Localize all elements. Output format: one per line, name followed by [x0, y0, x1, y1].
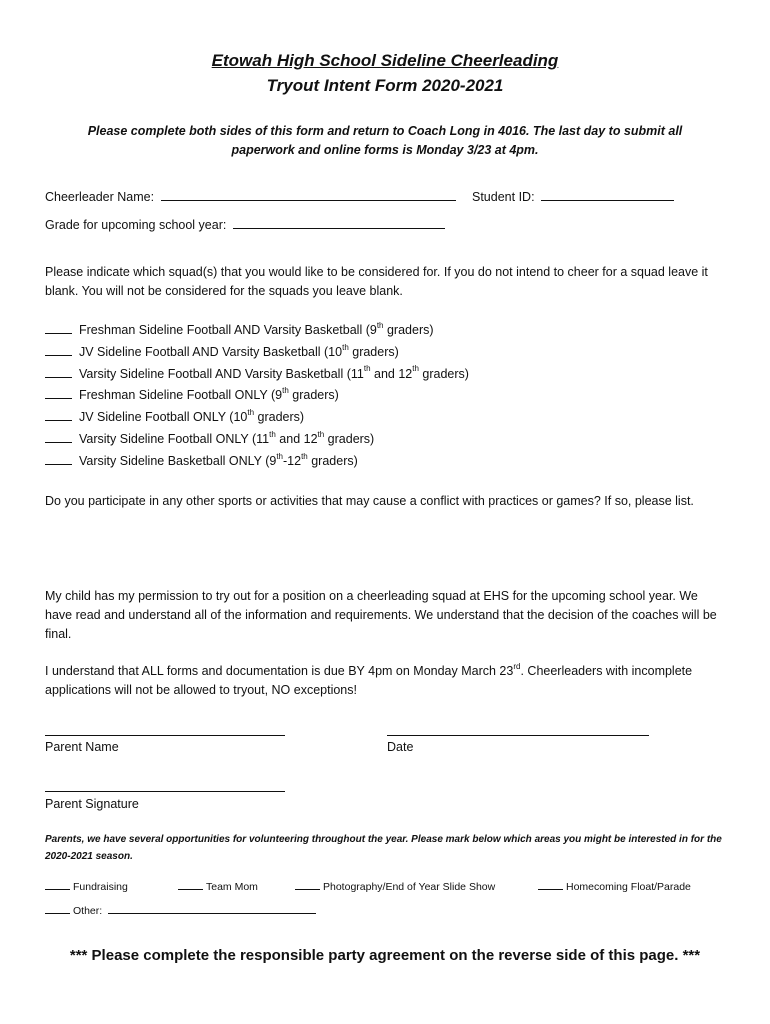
parent-signature-line[interactable]: [45, 791, 285, 792]
deadline-statement: I understand that ALL forms and documentation is due BY 4pm on Monday March 23rd. Cheerleaders with incomplete applications will not be allowed to tryout, NO exceptions!: [45, 661, 693, 697]
cheerleader-name-field[interactable]: [161, 189, 456, 201]
date-line[interactable]: [387, 735, 649, 736]
grade-label: Grade for upcoming school year:: [45, 218, 227, 232]
submission-instructions: Please complete both sides of this form and return to Coach Long in 4016. The last day to submit all paperwork and online forms is Monday 3/23 at 4pm.: [87, 124, 683, 157]
date-label: Date: [387, 740, 414, 754]
squad-text: Varsity Sideline Football ONLY (11th and 12th graders): [79, 429, 375, 446]
volunteer-option-homecoming: Homecoming Float/Parade: [538, 880, 691, 894]
squad-text: JV Sideline Football AND Varsity Basketball (10th graders): [79, 342, 399, 359]
grade-row: [45, 216, 445, 234]
squad-mark-blank[interactable]: [45, 387, 72, 399]
volunteer-mark-blank[interactable]: [538, 880, 563, 890]
squad-text: Varsity Sideline Basketball ONLY (9th-12th graders): [79, 451, 358, 468]
volunteer-mark-blank[interactable]: [295, 880, 320, 890]
volunteer-mark-blank[interactable]: [45, 880, 70, 890]
reverse-side-reminder: *** Please complete the responsible party agreement on the reverse side of this page. ***: [69, 947, 701, 964]
form-title: Etowah High School Sideline Cheerleading: [211, 51, 559, 70]
squad-mark-blank[interactable]: [45, 366, 72, 378]
squad-text: Freshman Sideline Football ONLY (9th graders): [79, 386, 339, 403]
conflict-question: Do you participate in any other sports or activities that may cause a conflict with practices or games? If so, please list.: [45, 494, 694, 508]
squad-mark-blank[interactable]: [45, 453, 72, 465]
volunteer-option-fundraising: Fundraising: [45, 880, 128, 894]
volunteer-mark-blank[interactable]: [45, 904, 70, 914]
parent-name-label: Parent Name: [45, 740, 119, 754]
squad-option: [45, 385, 469, 407]
volunteer-option-photography: Photography/End of Year Slide Show: [295, 880, 495, 894]
cheerleader-name-row: [45, 188, 456, 206]
squad-mark-blank[interactable]: [45, 431, 72, 443]
volunteer-other-field[interactable]: [108, 904, 316, 914]
grade-field[interactable]: [233, 217, 445, 229]
squad-option: [45, 451, 469, 473]
squad-option: [45, 320, 469, 342]
squad-list: [45, 320, 469, 473]
volunteer-option-other: Other:: [45, 904, 316, 918]
student-id-label: Student ID:: [472, 190, 535, 204]
squad-option: [45, 342, 469, 364]
squad-text: JV Sideline Football ONLY (10th graders): [79, 408, 305, 425]
volunteer-intro: Parents, we have several opportunities for volunteering throughout the year. Please mark below which areas you might be interested in for the 2020-2021 season.: [45, 834, 722, 862]
squad-mark-blank[interactable]: [45, 344, 72, 356]
squad-text: Varsity Sideline Football AND Varsity Basketball (11th and 12th graders): [79, 364, 469, 381]
parent-name-line[interactable]: [45, 735, 285, 736]
squad-option: [45, 407, 469, 429]
student-id-field[interactable]: [541, 189, 674, 201]
squad-mark-blank[interactable]: [45, 409, 72, 421]
squad-text: Freshman Sideline Football AND Varsity Basketball (9th graders): [79, 320, 434, 337]
parent-signature-label: Parent Signature: [45, 797, 139, 811]
squad-mark-blank[interactable]: [45, 322, 72, 334]
volunteer-mark-blank[interactable]: [178, 880, 203, 890]
form-subtitle: Tryout Intent Form 2020-2021: [266, 76, 504, 95]
squad-option: [45, 429, 469, 451]
student-id-row: [472, 188, 674, 206]
permission-statement: My child has my permission to try out for a position on a cheerleading squad at EHS for the upcoming school year. We have read and understand all of the information and requirements. We understand that the decision of the coaches will be final.: [45, 589, 717, 641]
squad-intro: Please indicate which squad(s) that you would like to be considered for. If you do not intend to cheer for a squad leave it blank. You will not be considered for the squads you leave blank.: [45, 265, 708, 298]
cheerleader-name-label: Cheerleader Name:: [45, 190, 155, 204]
volunteer-option-team-mom: Team Mom: [178, 880, 258, 894]
squad-option: [45, 364, 469, 386]
